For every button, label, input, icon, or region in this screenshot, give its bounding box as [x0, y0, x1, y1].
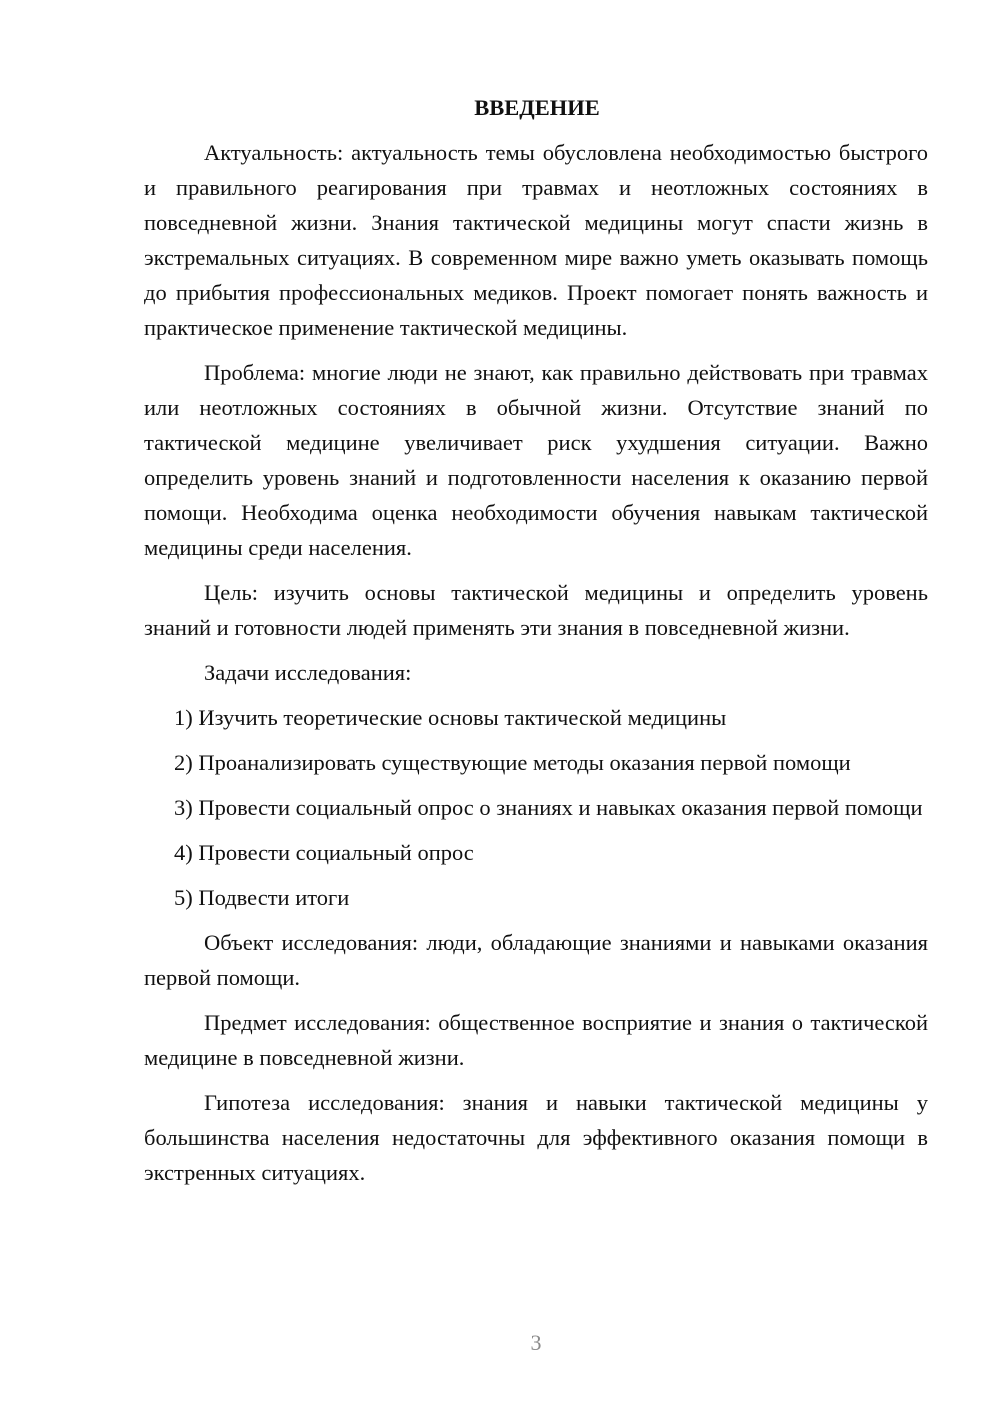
task-item-4: 4) Провести социальный опрос [174, 840, 474, 865]
document-page [144, 90, 928, 1200]
task-item-3: 3) Провести социальный опрос о знаниях и навыках оказания первой помощи [174, 795, 923, 820]
goal-paragraph: Цель: изучить основы тактической медицины и определить уровень знаний и готовности людей применять эти знания в повседневной жизни. [144, 580, 928, 640]
task-item-5: 5) Подвести итоги [174, 885, 350, 910]
page-number: 3 [530, 1330, 542, 1355]
task-item-1: 1) Изучить теоретические основы тактической медицины [174, 705, 727, 730]
page-title: ВВЕДЕНИЕ [474, 95, 600, 120]
problem-paragraph: Проблема: многие люди не знают, как правильно действовать при травмах или неотложных состояниях в обычной жизни. Отсутствие знаний по тактической медицине увеличивает риск ухудшения ситуации. Важно определить уровень знаний и подготовленности населения к оказанию первой помощи. Необходима оценка необходимости обучения навыкам тактической медицины среди населения. [144, 360, 928, 560]
tasks-list [144, 700, 928, 915]
relevance-paragraph: Актуальность: актуальность темы обусловлена необходимостью быстрого и правильного реагирования при травмах и неотложных состояниях в повседневной жизни. Знания тактической медицины могут спасти жизнь в экстремальных ситуациях. В современном мире важно уметь оказывать помощь до прибытия профессиональных медиков. Проект помогает понять важность и практическое применение тактической медицины. [144, 140, 928, 340]
object-paragraph: Объект исследования: люди, обладающие знаниями и навыками оказания первой помощи. [144, 930, 928, 990]
hypothesis-paragraph: Гипотеза исследования: знания и навыки тактической медицины у большинства населения недостаточны для эффективного оказания помощи в экстренных ситуациях. [144, 1090, 928, 1185]
task-item-2: 2) Проанализировать существующие методы оказания первой помощи [174, 750, 851, 775]
subject-paragraph: Предмет исследования: общественное восприятие и знания о тактической медицине в повседневной жизни. [144, 1010, 928, 1070]
tasks-heading: Задачи исследования: [204, 660, 412, 685]
